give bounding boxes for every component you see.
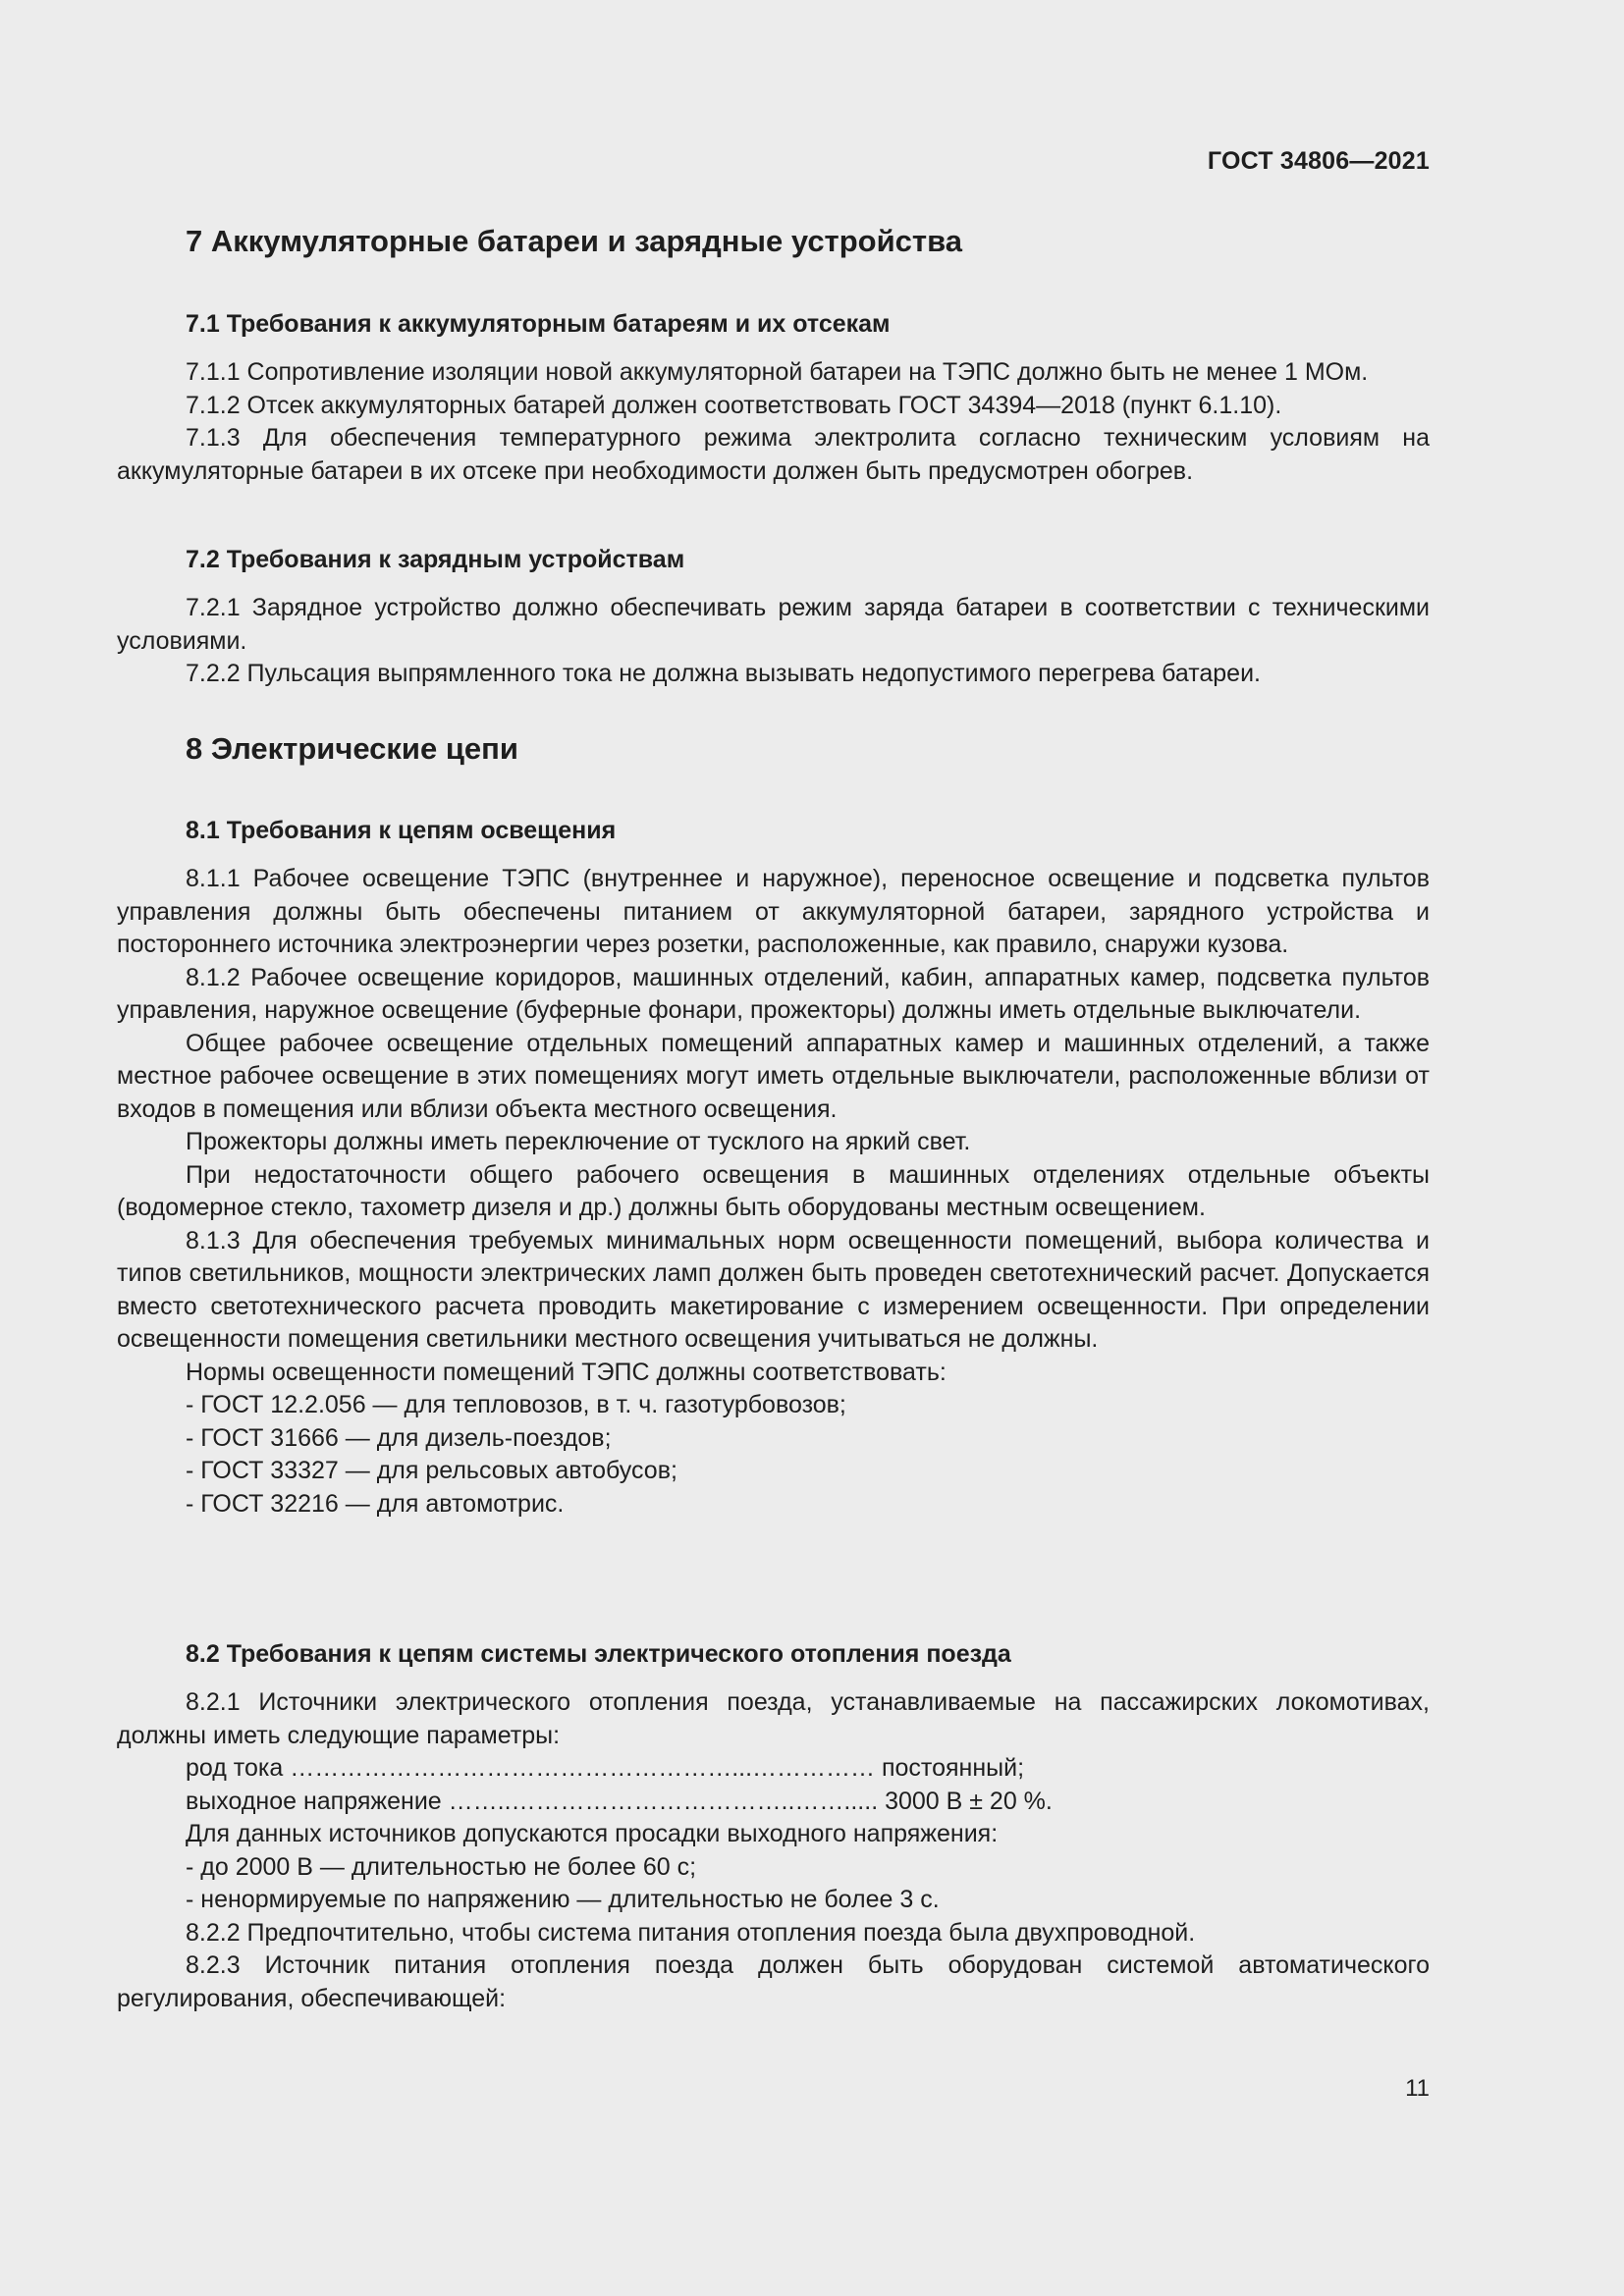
section-7-title: 7 Аккумуляторные батареи и зарядные устройства — [186, 224, 962, 258]
section-8-title: 8 Электрические цепи — [186, 731, 518, 766]
list-item: - ГОСТ 12.2.056 — для тепловозов, в т. ч. газотурбовозов; — [186, 1391, 846, 1418]
paragraph-8-1-1: 8.1.1 Рабочее освещение ТЭПС (внутреннее и наружное), переносное освещение и подсветка пультов управления должны быть обеспечены питанием от аккумуляторной батареи, зарядного устройства и постороннего источника электроэнергии через розетки, расположенные, как правило, снаружи кузова. — [117, 865, 1430, 958]
parameter-current-type: род тока ………………………………………………...…………… постоянный; — [186, 1754, 1025, 1782]
paragraph-8-1-2-local: При недостаточности общего рабочего освещения в машинных отделениях отдельные объекты (водомерное стекло, тахометр дизеля и др.) должны быть оборудованы местным освещением. — [117, 1160, 1430, 1221]
subsection-7-1-body — [117, 356, 1430, 488]
paragraph-7-1-2: 7.1.2 Отсек аккумуляторных батарей должен соответствовать ГОСТ 34394—2018 (пункт 6.1.10). — [186, 391, 1282, 419]
list-item: - ГОСТ 31666 — для дизель-поездов; — [186, 1423, 612, 1452]
paragraph-8-1-3-norms: Нормы освещенности помещений ТЭПС должны соответствовать: — [186, 1358, 947, 1386]
paragraph-7-1-3: 7.1.3 Для обеспечения температурного режима электролита согласно техническим условиям на аккумуляторные батареи в их отсеке при необходимости должен быть предусмотрен обогрев. — [117, 424, 1430, 485]
paragraph-8-2-2: 8.2.2 Предпочтительно, чтобы система питания отопления поезда была двухпроводной. — [186, 1918, 1196, 1947]
paragraph-7-2-2: 7.2.2 Пульсация выпрямленного тока не должна вызывать недопустимого перегрева батареи. — [186, 660, 1261, 687]
list-item: - ГОСТ 33327 — для рельсовых автобусов; — [186, 1457, 677, 1484]
list-item: - ГОСТ 32216 — для автомотрис. — [186, 1489, 565, 1518]
paragraph-8-1-3: 8.1.3 Для обеспечения требуемых минимальных норм освещенности помещений, выбора количества и типов светильников, мощности электрических ламп должен быть проведен светотехнический расчет. Допускается вместо светотехнического расчета проводить макетирование с измерением освещенности. При определении освещенности помещения светильники местного освещения учитываться не должны. — [117, 1226, 1430, 1353]
paragraph-7-2-1: 7.2.1 Зарядное устройство должно обеспечивать режим заряда батареи в соответствии с техническими условиями. — [117, 594, 1430, 655]
subsection-8-2-body — [117, 1686, 1430, 2015]
paragraph-8-1-2-general: Общее рабочее освещение отдельных помещений аппаратных камер и машинных отделений, а также местное рабочее освещение в этих помещениях могут иметь отдельные выключатели, расположенные вблизи от входов в помещения или вблизи объекта местного освещения. — [117, 1029, 1430, 1123]
paragraph-8-2-3: 8.2.3 Источник питания отопления поезда должен быть оборудован системой автоматического регулирования, обеспечивающей: — [117, 1951, 1430, 2012]
document-id: ГОСТ 34806—2021 — [1207, 147, 1430, 175]
paragraph-8-1-2-projectors: Прожекторы должны иметь переключение от тусклого на яркий свет. — [186, 1128, 971, 1155]
paragraph-7-1-1: 7.1.1 Сопротивление изоляции новой аккумуляторной батареи на ТЭПС должно быть не менее 1 МОм. — [186, 358, 1369, 386]
subsection-7-1-title: 7.1 Требования к аккумуляторным батареям и их отсекам — [186, 310, 891, 338]
list-item: - до 2000 В — длительностью не более 60 с; — [186, 1852, 697, 1881]
paragraph-8-2-1-drops: Для данных источников допускаются просадки выходного напряжения: — [186, 1820, 999, 1847]
subsection-8-1-body — [117, 863, 1430, 1521]
subsection-7-2-title: 7.2 Требования к зарядным устройствам — [186, 546, 685, 573]
subsection-8-1-title: 8.1 Требования к цепям освещения — [186, 817, 617, 844]
paragraph-8-2-1: 8.2.1 Источники электрического отопления поезда, устанавливаемые на пассажирских локомотивах, должны иметь следующие параметры: — [117, 1688, 1430, 1749]
subsection-8-2-title: 8.2 Требования к цепям системы электрического отопления поезда — [186, 1640, 1011, 1668]
paragraph-8-1-2: 8.1.2 Рабочее освещение коридоров, машинных отделений, кабин, аппаратных камер, подсветка пультов управления, наружное освещение (буферные фонари, прожекторы) должны иметь отдельные выключатели. — [117, 963, 1430, 1024]
list-item: - ненормируемые по напряжению — длительностью не более 3 с. — [186, 1886, 940, 1913]
page-number: 11 — [1405, 2075, 1430, 2102]
parameter-output-voltage: выходное напряжение ……..……………………………..……..... 3000 В ± 20 %. — [186, 1787, 1053, 1815]
subsection-7-2-body — [117, 592, 1430, 691]
